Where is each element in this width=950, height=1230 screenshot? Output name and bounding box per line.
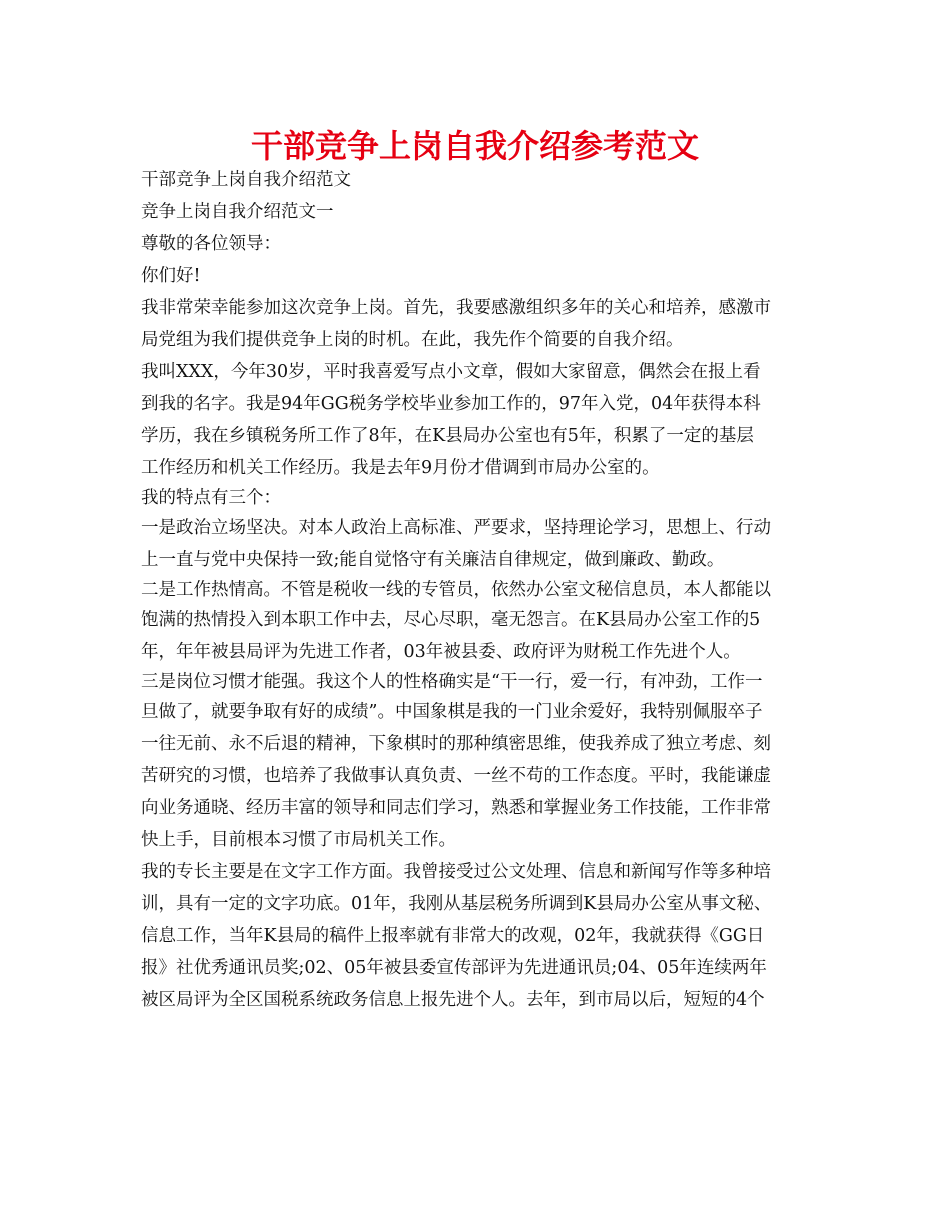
body-line: 训，具有一定的文字功底。01年，我刚从基层税务所调到K县局办公室从事文秘、: [141, 894, 772, 914]
body-line: 三是岗位习惯才能强。我这个人的性格确实是“干一行，爱一行，有冲劲，工作一: [141, 672, 763, 692]
body-line: 到我的名字。我是94年GG税务学校毕业参加工作的，97年入党，04年获得本科: [141, 394, 761, 414]
body-line: 一往无前、永不后退的精神，下象棋时的那种缜密思维，使我养成了独立考虑、刻: [141, 734, 771, 754]
body-line: 我的特点有三个：: [141, 488, 281, 508]
body-line: 信息工作，当年K县局的稿件上报率就有非常大的改观，02年，我就获得《GG日: [141, 926, 765, 946]
body-line: 报》社优秀通讯员奖;02、05年被县委宣传部评为先进通讯员;04、05年连续两年: [141, 958, 767, 978]
body-line: 饱满的热情投入到本职工作中去，尽心尽职，毫无怨言。在K县局办公室工作的5: [141, 610, 761, 630]
body-line: 竞争上岗自我介绍范文一: [141, 202, 334, 222]
body-line: 尊敬的各位领导：: [141, 234, 281, 254]
body-line: 你们好!: [141, 266, 201, 286]
body-line: 上一直与党中央保持一致;能自觉恪守有关廉洁自律规定，做到廉政、勤政。: [141, 550, 725, 570]
body-line: 局党组为我们提供竞争上岗的时机。在此，我先作个简要的自我介绍。: [141, 330, 684, 350]
body-line: 向业务通晓、经历丰富的领导和同志们学习，熟悉和掌握业务工作技能，工作非常: [141, 798, 771, 818]
document-body: [141, 164, 821, 1016]
body-line: 工作经历和机关工作经历。我是去年9月份才借调到市局办公室的。: [141, 458, 660, 478]
body-line: 二是工作热情高。不管是税收一线的专管员，依然办公室文秘信息员，本人都能以: [141, 580, 771, 600]
body-line: 我非常荣幸能参加这次竞争上岗。首先，我要感激组织多年的关心和培养，感激市: [141, 298, 771, 318]
body-line: 年，年年被县局评为先进工作者，03年被县委、政府评为财税工作先进个人。: [141, 642, 741, 662]
body-line: 干部竞争上岗自我介绍范文: [141, 170, 351, 190]
body-line: 被区局评为全区国税系统政务信息上报先进个人。去年，到市局以后，短短的4个: [141, 990, 765, 1010]
body-line: 我的专长主要是在文字工作方面。我曾接受过公文处理、信息和新闻写作等多种培: [141, 862, 771, 882]
body-line: 苦研究的习惯，也培养了我做事认真负责、一丝不苟的工作态度。平时，我能谦虚: [141, 766, 771, 786]
body-line: 快上手，目前根本习惯了市局机关工作。: [141, 830, 456, 850]
body-line: 我叫XXX，今年30岁，平时我喜爱写点小文章，假如大家留意，偶然会在报上看: [141, 362, 761, 382]
body-line: 旦做了，就要争取有好的成绩”。中国象棋是我的一门业余爱好，我特别佩服卒子: [141, 702, 763, 722]
body-line: 学历，我在乡镇税务所工作了8年，在K县局办公室也有5年，积累了一定的基层: [141, 426, 754, 446]
body-line: 一是政治立场坚决。对本人政治上高标准、严要求，坚持理论学习，思想上、行动: [141, 518, 771, 538]
document-title: 干部竞争上岗自我介绍参考范文: [250, 127, 699, 165]
